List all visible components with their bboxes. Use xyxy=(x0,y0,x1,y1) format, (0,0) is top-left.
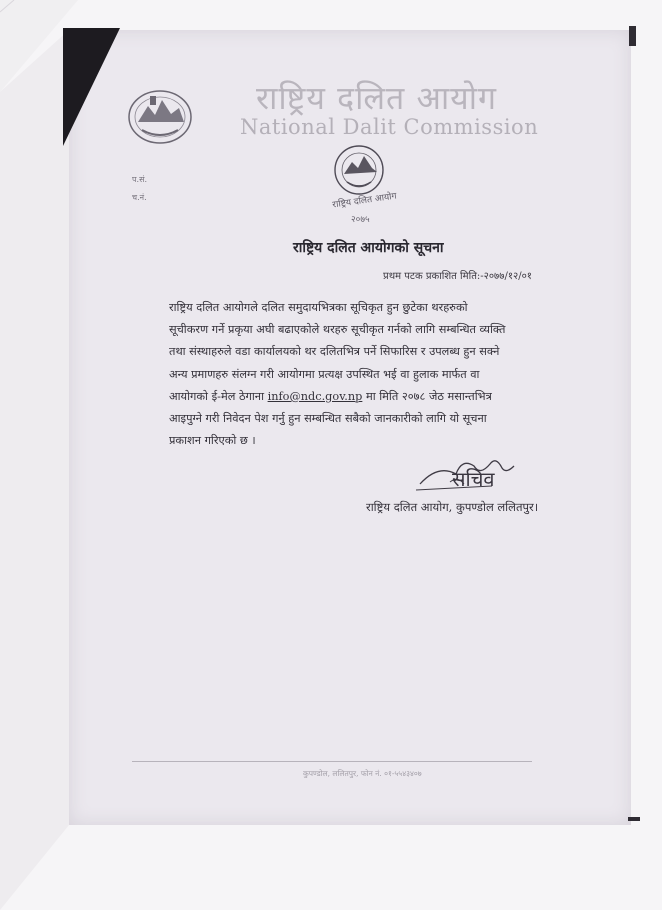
body-line: राष्ट्रिय दलित आयोगले दलित समुदायभित्रका सूचिकृत हुन छुटेका थरहरुको xyxy=(169,301,468,314)
letterhead-title-nepali: राष्ट्रिय दलित आयोग xyxy=(256,79,498,117)
seal-arc-text: राष्ट्रिय दलित आयोग xyxy=(331,191,398,211)
body-line: प्रकाशन गरिएको छ । xyxy=(169,434,256,448)
seal-year: २०७५ xyxy=(351,215,370,225)
notice-body xyxy=(169,297,589,452)
reference-number-label: प.सं. xyxy=(132,175,148,184)
letterhead-title-english: National Dalit Commission xyxy=(240,115,539,139)
footer-divider xyxy=(132,761,532,762)
notice-title: राष्ट्रिय दलित आयोगको सूचना xyxy=(293,240,444,256)
body-line: तथा संस्थाहरुले वडा कार्यालयको थर दलितभित्र पर्ने सिफारिस र उपलब्ध हुन सक्ने xyxy=(169,345,500,359)
nepal-emblem-icon xyxy=(124,86,196,148)
page-corner-shadow xyxy=(60,28,120,148)
signatory-title: सचिव xyxy=(452,467,495,491)
page-edge-mark xyxy=(629,26,636,46)
first-published-date: प्रथम पटक प्रकाशित मिति:-२०७७/१२/०१ xyxy=(383,271,532,282)
body-line-text: मा मिति २०७८ जेठ मसान्तभित्र xyxy=(362,389,492,403)
footer-address: कुपण्डोल, ललितपुर, फोन नं. ०१-५५४३४०७ xyxy=(303,769,422,778)
dispatch-number-label: च.नं. xyxy=(132,193,147,202)
body-line: सूचीकरण गर्ने प्रकृया अघी बढाएकोले थरहरु सूचीकृत गर्नको लागि सम्बन्धित व्यक्ति xyxy=(169,323,506,337)
page-edge-mark xyxy=(628,817,640,821)
body-line: अन्य प्रमाणहरु संलग्न गरी आयोगमा प्रत्यक्ष उपस्थित भई वा हुलाक मार्फत वा xyxy=(169,367,480,381)
body-line xyxy=(169,386,589,408)
signatory-organization: राष्ट्रिय दलित आयोग, कुपण्डोल ललितपुर। xyxy=(366,500,539,514)
email-link[interactable]: info@ndc.gov.np xyxy=(267,389,363,403)
body-line: आइपुग्ने गरी निवेदन पेश गर्नु हुन सम्बन्धित सबैको जानकारीको लागि यो सूचना xyxy=(169,412,487,426)
body-line-text: आयोगको ई-मेल ठेगाना xyxy=(169,389,268,403)
